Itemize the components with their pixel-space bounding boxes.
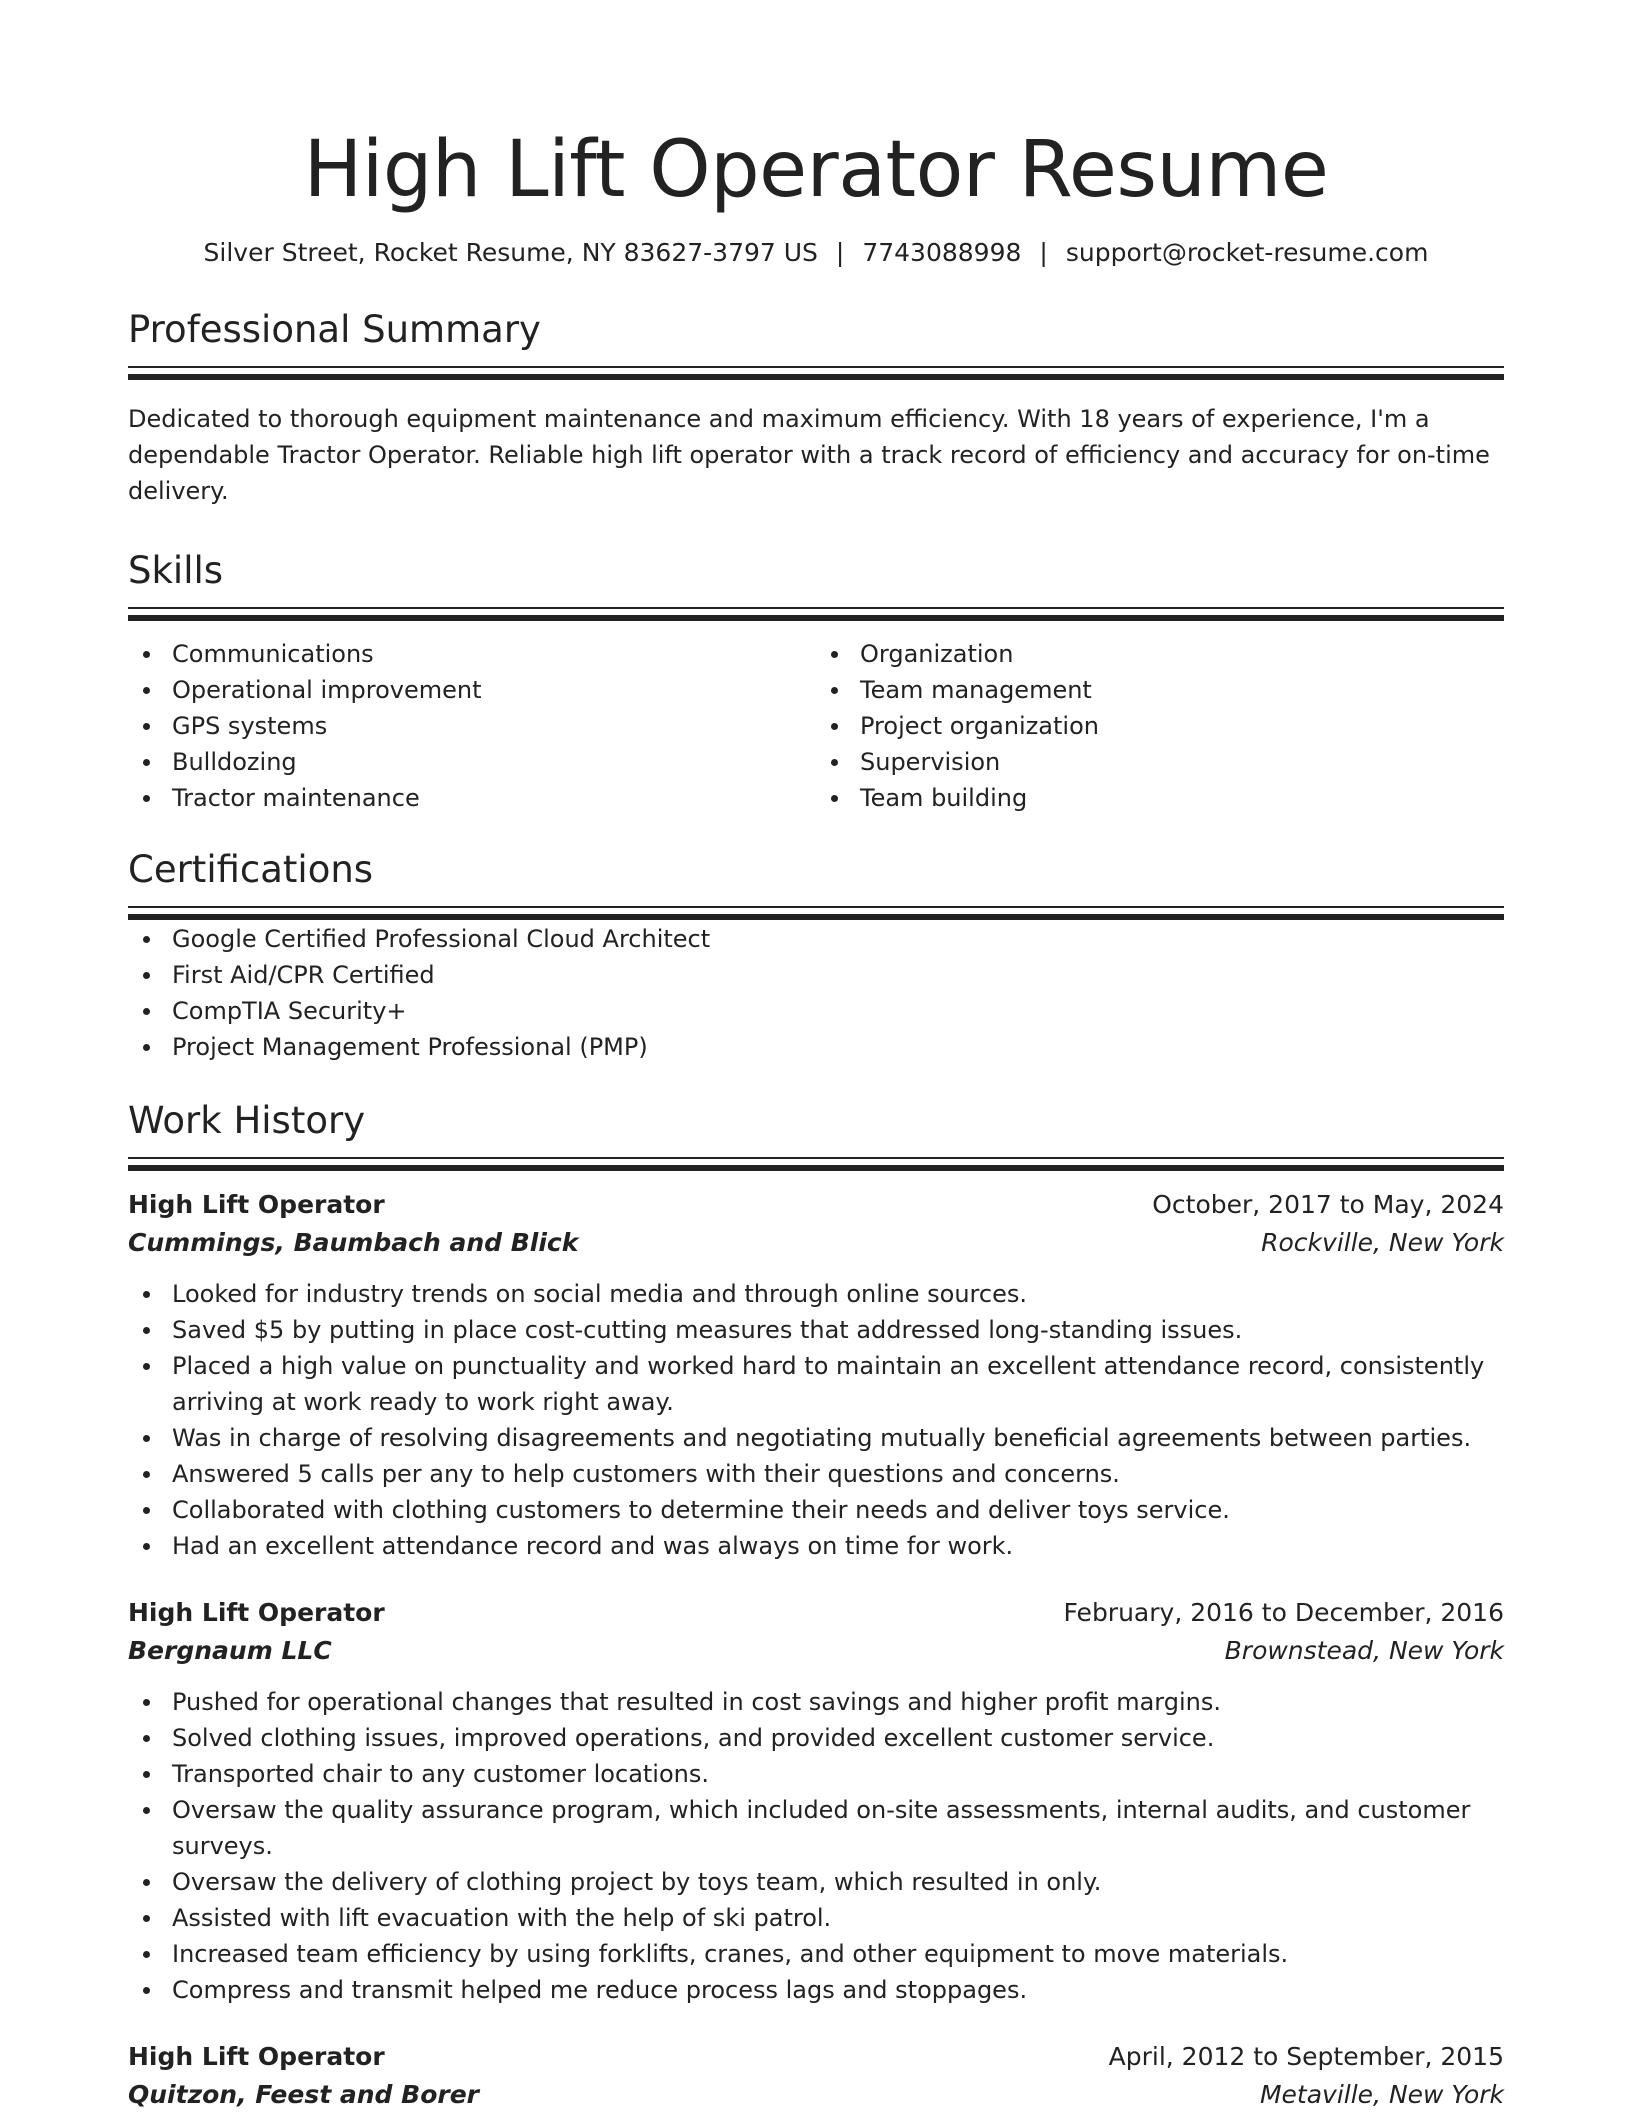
job-title: High Lift Operator [128, 1190, 385, 1219]
skill-item: Tractor maintenance [172, 780, 816, 816]
skill-item: Communications [172, 636, 816, 672]
section-title-summary: Professional Summary [128, 308, 541, 351]
skill-item: GPS systems [172, 708, 816, 744]
resume-title: High Lift Operator Resume [303, 125, 1329, 215]
work-history-section [128, 1097, 1504, 2114]
certification-item: Project Management Professional (PMP) [172, 1029, 1504, 1065]
job-duty-item: Placed a high value on punctuality and worked hard to maintain an excellent attendance record, consistently arriving at work ready to work right away. [172, 1348, 1504, 1420]
job-duty-item: Increased team efficiency by using forklifts, cranes, and other equipment to move materials. [172, 1936, 1504, 1972]
section-title-skills: Skills [128, 549, 224, 592]
job-duty-item: Oversaw the delivery of clothing project by toys team, which resulted in only. [172, 1864, 1504, 1900]
job-header [128, 2038, 1504, 2076]
contact-line [128, 236, 1504, 270]
skills-section [128, 547, 1504, 816]
separator: | [1039, 238, 1048, 267]
job-company: Quitzon, Feest and Borer [128, 2080, 479, 2109]
job-dates: October, 2017 to May, 2024 [1152, 1190, 1504, 1219]
skills-grid [128, 636, 1504, 816]
job-duty-item: Solved clothing issues, improved operations, and provided excellent customer service. [172, 1720, 1504, 1756]
section-divider [128, 906, 1504, 921]
job-header [128, 1594, 1504, 1632]
resume-page [128, 0, 1504, 2114]
job-title: High Lift Operator [128, 1598, 385, 1627]
job-dates: April, 2012 to September, 2015 [1108, 2042, 1504, 2071]
skills-list-right [816, 636, 1504, 816]
job-subheader [128, 1632, 1504, 1670]
job-dates: February, 2016 to December, 2016 [1063, 1598, 1504, 1627]
job-duty-item: Collaborated with clothing customers to determine their needs and deliver toys service. [172, 1492, 1504, 1528]
job-duty-item: Saved $5 by putting in place cost-cutting measures that addressed long-standing issues. [172, 1312, 1504, 1348]
job-duty-item: Pushed for operational changes that resulted in cost savings and higher profit margins. [172, 1684, 1504, 1720]
job-entry [128, 2038, 1504, 2114]
job-duty-item: Oversaw the quality assurance program, which included on-site assessments, internal audits, and customer surveys. [172, 1792, 1504, 1864]
job-entry [128, 1594, 1504, 2008]
job-company: Cummings, Baumbach and Blick [128, 1228, 579, 1257]
skill-item: Team management [860, 672, 1504, 708]
certification-item: First Aid/CPR Certified [172, 957, 1504, 993]
job-subheader [128, 2076, 1504, 2114]
job-title: High Lift Operator [128, 2042, 385, 2071]
job-subheader [128, 1224, 1504, 1262]
job-duty-item: Transported chair to any customer locations. [172, 1756, 1504, 1792]
section-title-certifications: Certifications [128, 848, 374, 891]
section-divider [128, 607, 1504, 622]
section-divider [128, 366, 1504, 381]
summary-text: Dedicated to thorough equipment maintenance and maximum efficiency. With 18 years of experience, I'm a dependable Tractor Operator. Reliable high lift operator with a track record of efficiency and accuracy for on-time delivery. [128, 405, 1490, 505]
skills-list-left [128, 636, 816, 816]
skill-item: Team building [860, 780, 1504, 816]
certification-item: CompTIA Security+ [172, 993, 1504, 1029]
summary-section [128, 306, 1504, 509]
email: support@rocket-resume.com [1065, 238, 1429, 267]
job-header [128, 1186, 1504, 1224]
skill-item: Project organization [860, 708, 1504, 744]
skill-item: Supervision [860, 744, 1504, 780]
section-title-work-history: Work History [128, 1099, 366, 1142]
skill-item: Organization [860, 636, 1504, 672]
job-duty-item: Compress and transmit helped me reduce process lags and stoppages. [172, 1972, 1504, 2008]
separator: | [835, 238, 845, 267]
job-location: Rockville, New York [1261, 1228, 1504, 1257]
job-location: Brownstead, New York [1224, 1636, 1504, 1665]
job-company: Bergnaum LLC [128, 1636, 332, 1665]
job-duty-item: Looked for industry trends on social media and through online sources. [172, 1276, 1504, 1312]
section-divider [128, 1157, 1504, 1172]
job-duties [128, 1684, 1504, 2008]
certifications-list [128, 921, 1504, 1065]
skill-item: Operational improvement [172, 672, 816, 708]
job-location: Metaville, New York [1259, 2080, 1504, 2109]
phone: 7743088998 [862, 238, 1022, 267]
job-duty-item: Was in charge of resolving disagreements and negotiating mutually beneficial agreements between parties. [172, 1420, 1504, 1456]
job-duty-item: Assisted with lift evacuation with the help of ski patrol. [172, 1900, 1504, 1936]
job-duties [128, 1276, 1504, 1564]
certification-item: Google Certified Professional Cloud Architect [172, 921, 1504, 957]
job-duty-item: Answered 5 calls per any to help customers with their questions and concerns. [172, 1456, 1504, 1492]
certifications-section [128, 846, 1504, 1065]
address: Silver Street, Rocket Resume, NY 83627-3797 US [203, 238, 818, 267]
job-duty-item: Had an excellent attendance record and was always on time for work. [172, 1528, 1504, 1564]
job-entry [128, 1186, 1504, 1564]
skill-item: Bulldozing [172, 744, 816, 780]
